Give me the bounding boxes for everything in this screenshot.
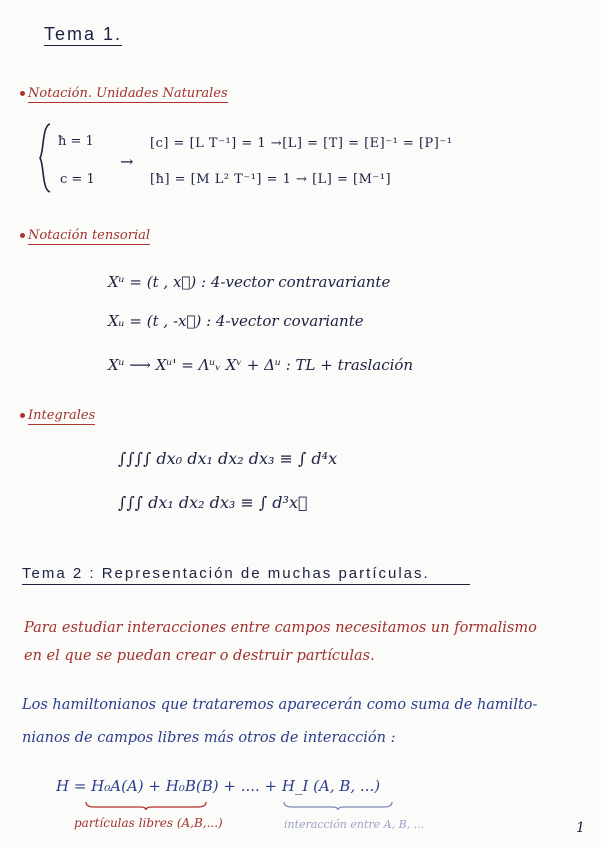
left-brace-icon: [38, 122, 52, 194]
label-interaction: interacción entre A, B, ...: [284, 818, 425, 831]
integral-line2: ∫∫∫ dx₁ dx₂ dx₃ ≡ ∫ d³x⃗: [118, 493, 308, 512]
tensor-line3: Xᵘ ⟶ Xᵘ' = Λᵘᵥ Xᵛ + Δᵘ : TL + traslación: [108, 356, 414, 374]
units-eq2: [ħ] = [M L² T⁻¹] = 1 → [L] = [M⁻¹]: [150, 172, 392, 187]
tensor-line2: Xᵤ = (t , -x⃗) : 4-vector covariante: [108, 312, 364, 330]
paragraph1-line2: en el que se puedan crear o destruir partículas.: [24, 648, 375, 664]
tema2-title: [22, 565, 470, 585]
paragraph2-line1: Los hamiltonianos que trataremos aparecerán como suma de hamilto-: [22, 697, 538, 713]
tensor-heading: [20, 228, 150, 243]
units-arrow: →: [120, 152, 134, 171]
units-heading-text: Notación. Unidades Naturales: [28, 86, 228, 101]
paragraph1-line1: Para estudiar interacciones entre campos necesitamos un formalismo: [24, 620, 537, 636]
brace-hbar: ħ = 1: [58, 134, 94, 149]
page-number: 1: [576, 820, 585, 836]
paragraph2-line2: nianos de campos libres más otros de interacción :: [22, 730, 396, 746]
tema1-title: [44, 24, 122, 45]
brace-c: c = 1: [60, 172, 95, 187]
underbrace-int-icon: [282, 800, 394, 810]
integrals-heading-text: Integrales: [28, 408, 96, 423]
tema2-title-text: Tema 2 : Representación de muchas partículas.: [22, 565, 430, 582]
bullet-dot-icon: [20, 91, 25, 96]
tema1-title-text: Tema 1.: [44, 24, 123, 44]
integrals-heading: [20, 408, 95, 423]
bullet-dot-icon: [20, 413, 25, 418]
underbrace-free-icon: [84, 800, 208, 810]
integral-line1: ∫∫∫∫ dx₀ dx₁ dx₂ dx₃ ≡ ∫ d⁴x: [118, 449, 338, 468]
tensor-heading-text: Notación tensorial: [28, 228, 151, 243]
label-free-particles: partículas libres (A,B,...): [74, 816, 223, 830]
bullet-dot-icon: [20, 233, 25, 238]
tensor-line1: Xᵘ = (t , x⃗) : 4-vector contravariante: [108, 273, 391, 291]
units-eq1: [c] = [L T⁻¹] = 1 →[L] = [T] = [E]⁻¹ = [P]⁻¹: [150, 136, 453, 151]
hamiltonian-eq: H = H₀A(A) + H₀B(B) + .... + H_I (A, B, ...): [56, 777, 381, 795]
units-heading: [20, 86, 228, 101]
